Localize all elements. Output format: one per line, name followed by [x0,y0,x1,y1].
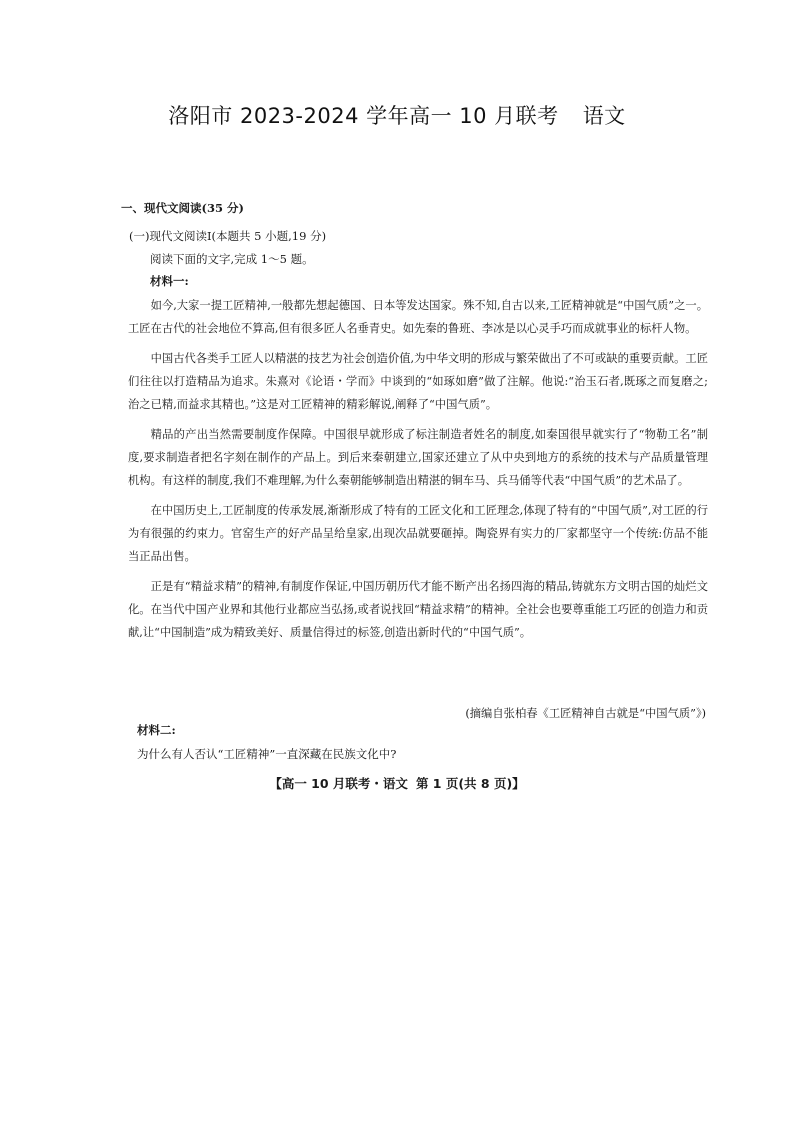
material-one-label: 材料一: [150,274,189,288]
material-two-label: 材料二: [137,723,176,737]
footer-page-number: 第 1 页(共 8 页)】 [415,776,525,791]
material-one-body [128,294,708,651]
paragraph: 中国古代各类手工匠人以精湛的技艺为社会创造价值,为中华文明的形成与繁荣做出了不可或缺的重要贡献。工匠们往往以打造精品为追求。朱熹对《论语・学而》中谈到的“如琢如磨”做了注解。他说:“治玉石者,既琢之而复磨之;治之已精,而益求其精也。”这是对工匠精神的精彩解说,阐释了“中国气质”。 [128,352,708,411]
sub-heading: (一)现代文阅读Ⅰ(本题共 5 小题,19 分) [129,229,327,243]
paragraph: 精品的产出当然需要制度作保障。中国很早就形成了标注制造者姓名的制度,如秦国很早就实行了“物勒工名”制度,要求制造者把名字刻在制作的产品上。到后来秦朝建立,国家还建立了从中央到地方的系统的技术与产品质量管理机构。有这样的制度,我们不难理解,为什么秦朝能够制造出精湛的铜车马、兵马俑等代表“中国气质”的艺术品了。 [128,428,708,487]
subject-label: 语文 [582,104,626,128]
exam-title: 洛阳市 2023-2024 学年高一 10 月联考 [168,104,559,128]
page-footer [0,774,794,792]
section-heading: 一、现代文阅读(35 分) [121,201,244,215]
instruction: 阅读下面的文字,完成 1～5 题。 [150,252,314,266]
source-citation: (摘编自张柏春《工匠精神自古就是“中国气质”》) [465,707,706,720]
paragraph: 正是有“精益求精”的精神,有制度作保证,中国历朝历代才能不断产出名扬四海的精品,铸就东方文明古国的灿烂文化。在当代中国产业界和其他行业都应当弘扬,或者说找回“精益求精”的精神。全社会也要尊重能工巧匠的创造力和贡献,让“中国制造”成为精致美好、质量信得过的标签,创造出新时代的“中国气质”。 [128,580,708,639]
paragraph: 在中国历史上,工匠制度的传承发展,渐渐形成了特有的工匠文化和工匠理念,体现了特有的“中国气质”,对工匠的行为有很强的约束力。官窑生产的好产品呈给皇家,出现次品就要砸掉。陶瓷界有实力的厂家都坚守一个传统:仿品不能当正品出售。 [128,504,708,563]
material-two-question: 为什么有人否认“工匠精神”一直深藏在民族文化中? [137,747,397,761]
page-title [0,100,794,130]
paragraph: 如今,大家一提工匠精神,一般都先想起德国、日本等发达国家。殊不知,自古以来,工匠精神就是“中国气质”之一。工匠在古代的社会地位不算高,但有很多匠人名垂青史。如先秦的鲁班、李冰是以心灵手巧而成就事业的标杆人物。 [128,299,708,335]
footer-exam: 【高一 10 月联考・语文 [269,776,408,791]
